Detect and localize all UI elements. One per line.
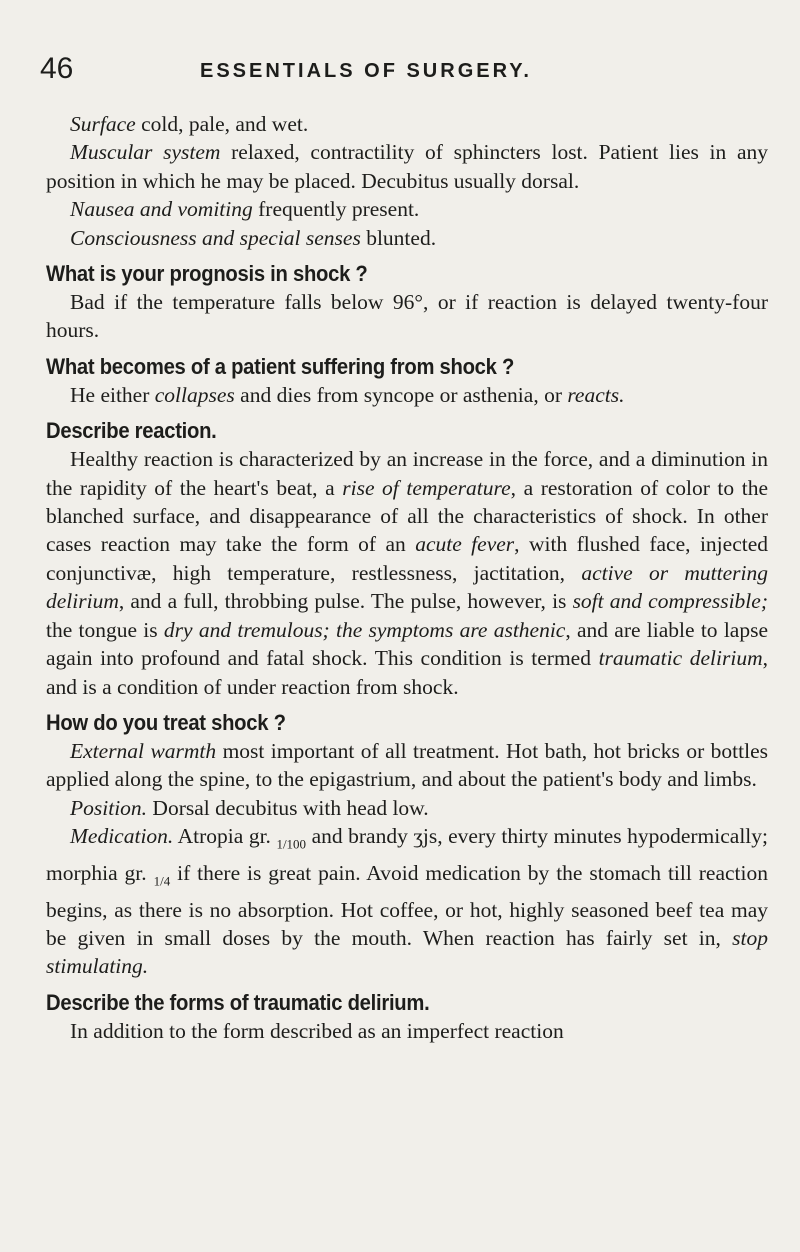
emphasis-text: acute fever (415, 532, 515, 557)
answer-text: , and is a condition of under reaction from shock. (46, 646, 768, 699)
warmth-text: most important of all treatment. Hot bath, hot bricks or bottles applied along the spine, to the epigastrium, and about the patient's body and limbs. (46, 738, 768, 792)
answer-text: , a restoration of color to the blanched surface, and disappearance of all the characteristics of shock. In other cases reaction may take the form of an (46, 475, 768, 557)
emphasis-stop-stimulating: stop stimulating. (46, 925, 768, 979)
answer-warmth (46, 737, 768, 794)
answer-reaction (46, 445, 768, 701)
paragraph-surface (46, 110, 768, 138)
page-number: 46 (40, 52, 74, 85)
answer-text: , and a full, throbbing pulse. The pulse, however, is (118, 589, 573, 614)
answer-prognosis: Bad if the temperature falls below 96°, or if reaction is delayed twenty-four hours. (46, 290, 768, 343)
page-body (46, 110, 768, 1045)
question-prognosis: What is your prognosis in shock ? (46, 261, 368, 287)
answer-text: , with flushed face, injected conjunctivæ, high temperature, restlessness, jactitation, (46, 532, 769, 585)
emphasis-text: traumatic delirium (598, 646, 763, 671)
answer-outcome (46, 381, 768, 409)
answer-text: He either (70, 382, 155, 407)
question-reaction: Describe reaction. (46, 418, 217, 444)
warmth-label: External warmth (70, 738, 217, 763)
paragraph-consciousness (46, 224, 768, 252)
question-delirium-forms: Describe the forms of traumatic delirium. (46, 989, 430, 1015)
page-header (0, 52, 800, 92)
paragraph-nausea (46, 195, 768, 223)
medication-label: Medication. (70, 824, 174, 849)
answer-text: the tongue is (46, 617, 164, 642)
answer-text: , and are liable to lapse again into profound and fatal shock. This condition is termed (46, 617, 768, 671)
question-treatment: How do you treat shock ? (46, 709, 286, 735)
answer-position (46, 794, 768, 822)
answer-delirium-forms: In addition to the form described as an imperfect reaction (70, 1018, 564, 1043)
nausea-label: Nausea and vomiting (70, 197, 253, 222)
question-outcome: What becomes of a patient suffering from shock ? (46, 353, 515, 379)
medication-text: and brandy ʒjs, every thirty minutes hypodermically; morphia gr. (46, 824, 768, 885)
emphasis-collapses: collapses (154, 382, 235, 407)
conscious-text: blunted. (360, 225, 437, 250)
paragraph-muscular (46, 138, 768, 195)
conscious-label: Consciousness and special senses (70, 225, 361, 250)
muscular-text: relaxed, contractility of sphincters lost. Patient lies in any position in which he may be placed. Decubitus usually dorsal. (46, 140, 768, 193)
emphasis-text: soft and compressible; (572, 589, 768, 614)
answer-medication (46, 822, 768, 981)
emphasis-text: dry and tremulous; the symptoms are asthenic (163, 617, 566, 642)
nausea-text: frequently present. (252, 197, 420, 222)
emphasis-reacts: reacts. (567, 382, 625, 407)
running-head: ESSENTIALS OF SURGERY. (200, 60, 532, 82)
muscular-label: Muscular system (70, 140, 221, 165)
surface-label: Surface (70, 112, 136, 136)
surface-text: cold, pale, and wet. (135, 112, 309, 136)
fraction-atropia: 1/100 (276, 836, 307, 852)
answer-text: Healthy reaction is characterized by an increase in the force, and a diminution in the rapidity of the heart's beat, a (46, 447, 768, 500)
emphasis-text: rise of temperature (342, 475, 511, 500)
medication-text: Atropia gr. (173, 824, 277, 849)
position-label: Position. (70, 795, 148, 820)
position-text: Dorsal decubitus with head low. (147, 795, 429, 820)
fraction-morphia: 1/4 (153, 873, 171, 889)
answer-text: and dies from syncope or asthenia, or (234, 382, 568, 407)
medication-text: if there is great pain. Avoid medication by the stomach till reaction begins, as there is no absorption. Hot coffee, or hot, highly seasoned beef tea may be given in small doses by the mouth. When reaction has fairly set in, (46, 860, 768, 950)
emphasis-text: active or muttering delirium (46, 560, 768, 614)
